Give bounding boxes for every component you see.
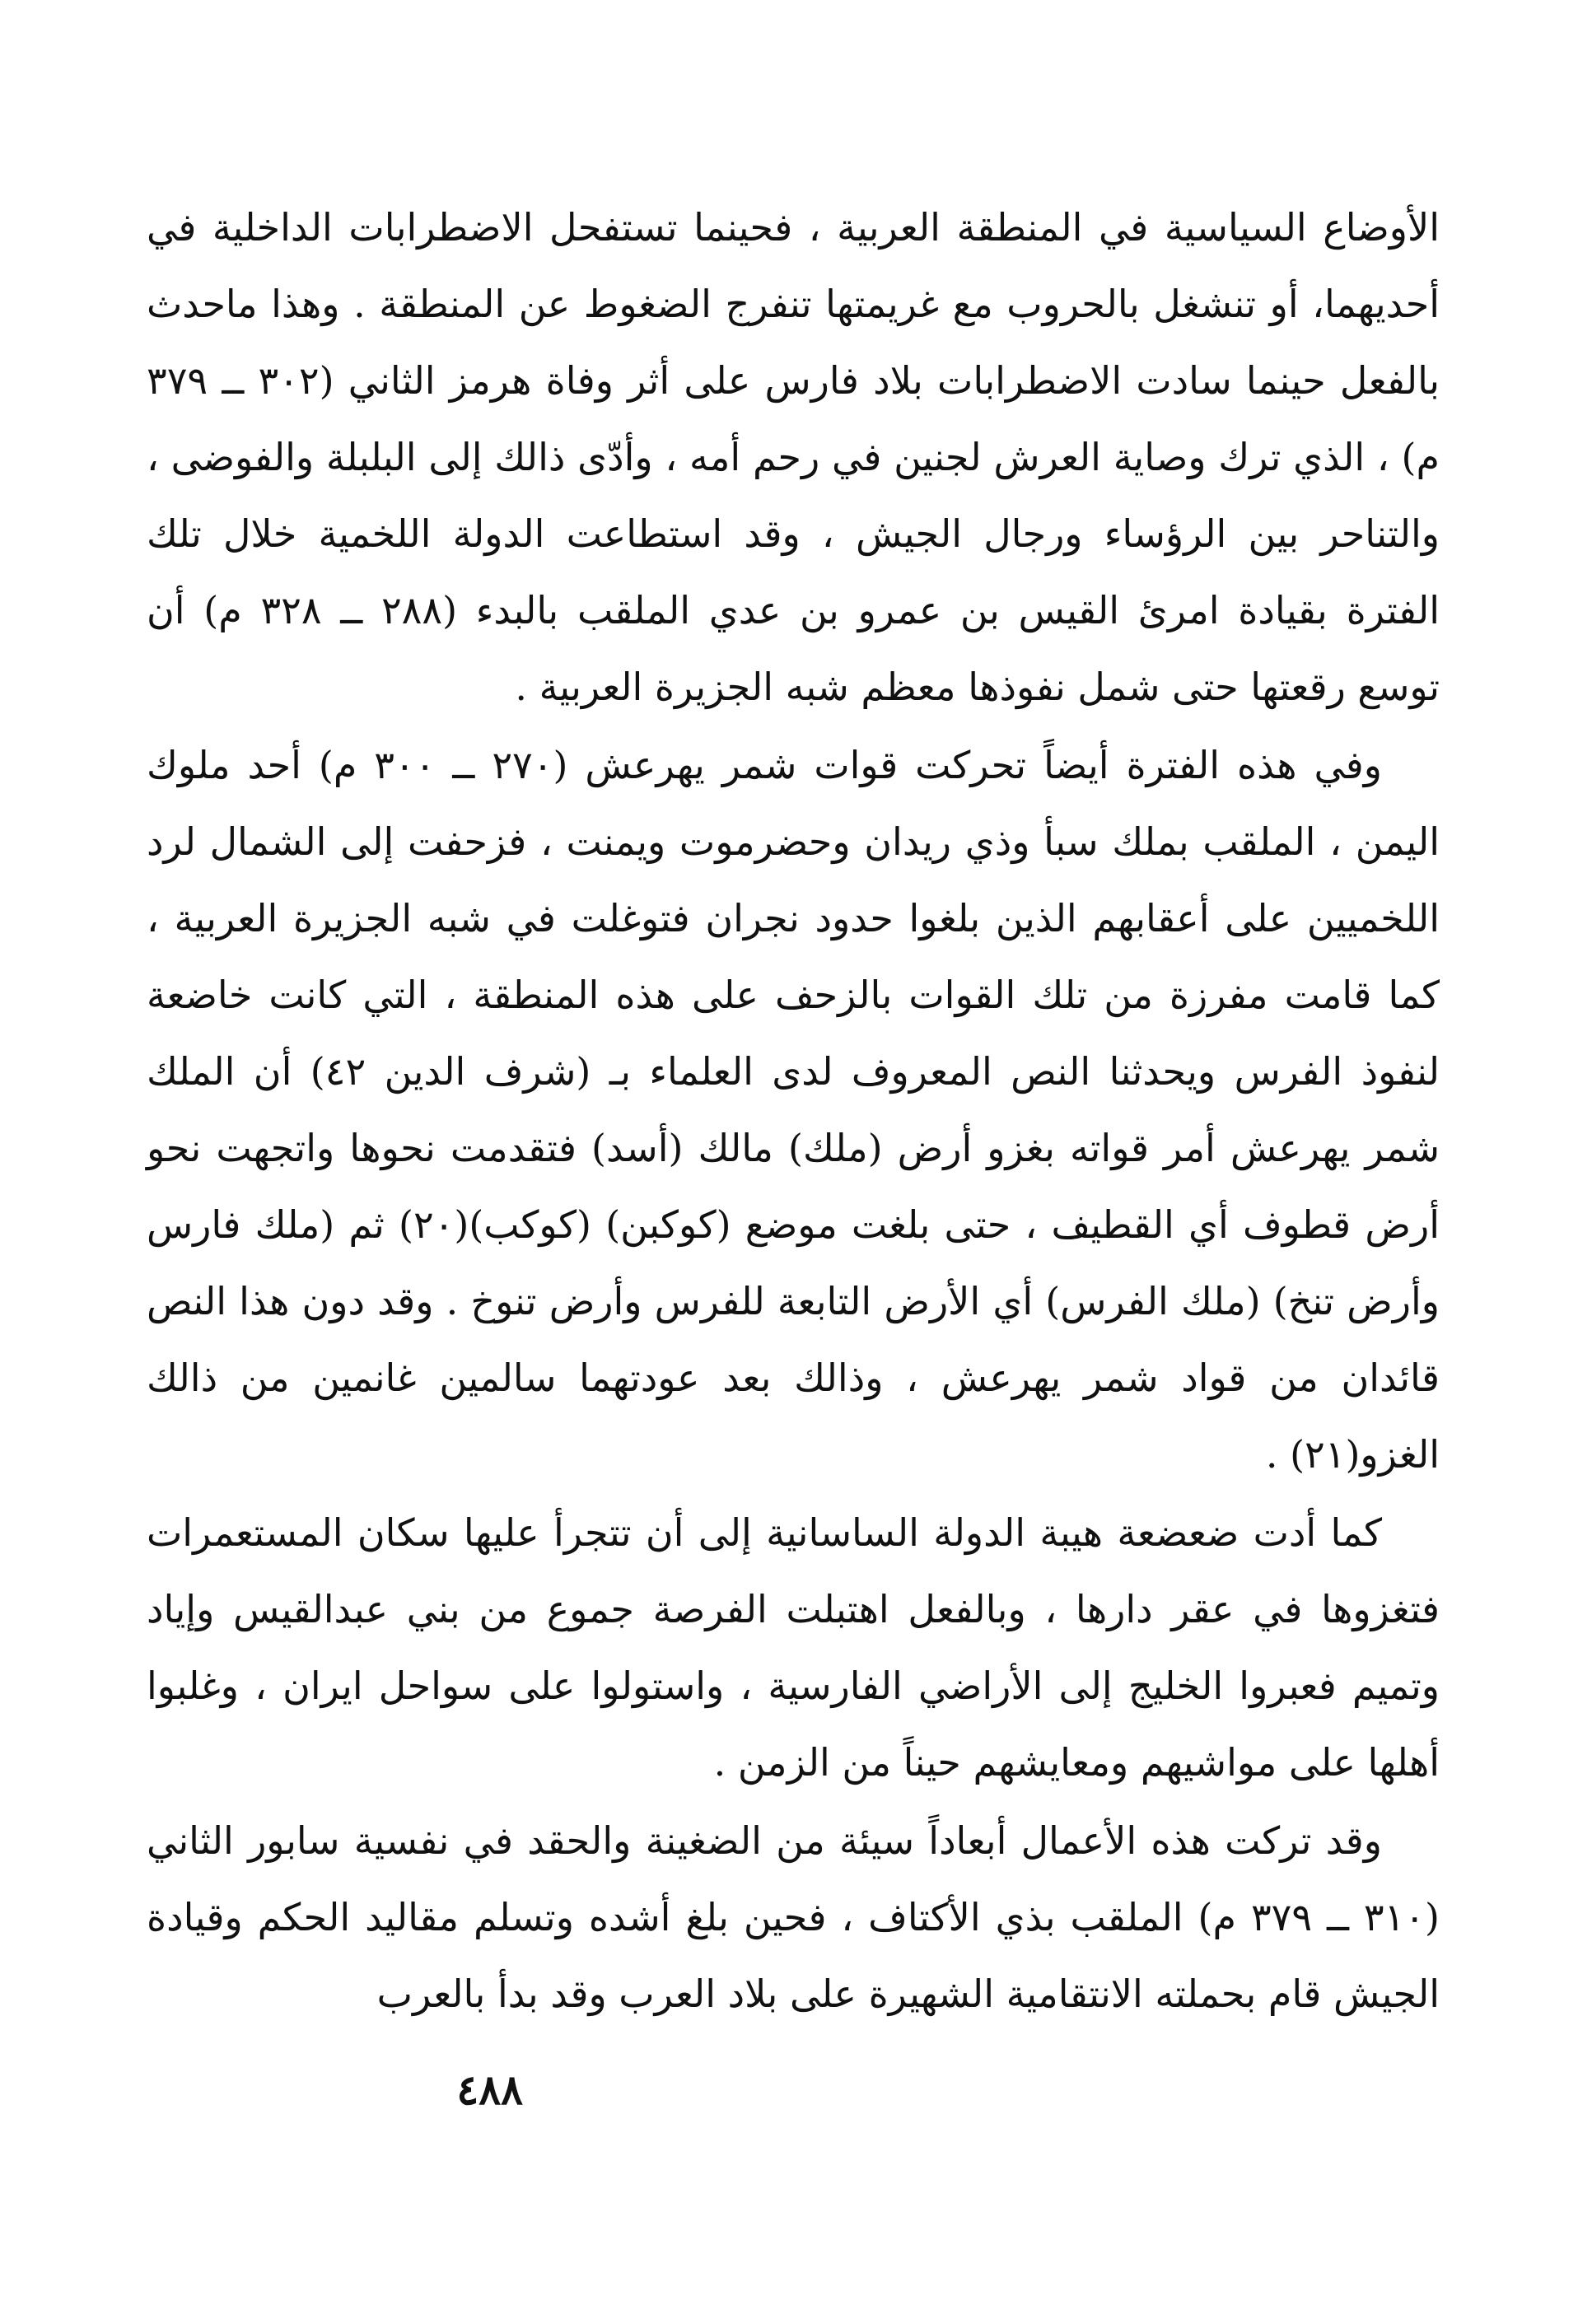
body-text bbox=[147, 189, 1440, 2032]
paragraph-1: الأوضاع السياسية في المنطقة العربية ، فحينما تستفحل الاضطرابات الداخلية في أحديهما، أو تنشغل بالحروب مع غريمتها تنفرج الضغوط عن المنطقة . وهذا ماحدث بالفعل حينما سادت الاضطرابات بلاد فارس على أثر وفاة هرمز الثاني (٣٠٢ ــ ٣٧٩ م) ، الذي ترك وصاية العرش لجنين في رحم أمه ، وأدّى ذالك إلى البلبلة والفوضى ، والتناحر بين الرؤساء ورجال الجيش ، وقد استطاعت الدولة اللخمية خلال تلك الفترة بقيادة امرئ القيس بن عمرو بن عدي الملقب بالبدء (٢٨٨ ــ ٣٢٨ م) أن توسع رقعتها حتى شمل نفوذها معظم شبه الجزيرة العربية . bbox=[147, 205, 1440, 709]
paragraph-2: وفي هذه الفترة أيضاً تحركت قوات شمر يهرعش (٢٧٠ ــ ٣٠٠ م) أحد ملوك اليمن ، الملقب بملك سبأ وذي ريدان وحضرموت ويمنت ، فزحفت إلى الشمال لرد اللخميين على أعقابهم الذين بلغوا حدود نجران فتوغلت في شبه الجزيرة العربية ، كما قامت مفرزة من تلك القوات بالزحف على هذه المنطقة ، التي كانت خاضعة لنفوذ الفرس ويحدثنا النص المعروف لدى العلماء بـ (شرف الدين ٤٢) أن الملك شمر يهرعش أمر قواته بغزو أرض (ملك) مالك (أسد) فتقدمت نحوها واتجهت نحو أرض قطوف أي القطيف ، حتى بلغت موضع (كوكبن) (كوكب)(٢٠) ثم (ملك فارس وأرض تنخ) (ملك الفرس) أي الأرض التابعة للفرس وأرض تنوخ . وقد دون هذا النص قائدان من قواد شمر يهرعش ، وذالك بعد عودتهما سالمين غانمين من ذالك الغزو(٢١) . bbox=[147, 743, 1440, 1477]
paragraph-4: وقد تركت هذه الأعمال أبعاداً سيئة من الضغينة والحقد في نفسية سابور الثاني (٣١٠ ــ ٣٧٩ م) الملقب بذي الأكتاف ، فحين بلغ أشده وتسلم مقاليد الحكم وقيادة الجيش قام بحملته الانتقامية الشهيرة على بلاد العرب وقد بدأ بالعرب bbox=[147, 1818, 1440, 2016]
paragraph-3: كما أدت ضعضعة هيبة الدولة الساسانية إلى أن تتجرأ عليها سكان المستعمرات فتغزوها في عقر دارها ، وبالفعل اهتبلت الفرصة جموع من بني عبدالقيس وإياد وتميم فعبروا الخليج إلى الأراضي الفارسية ، واستولوا على سواحل ايران ، وغلبوا أهلها على مواشيهم ومعايشهم حيناً من الزمن . bbox=[147, 1510, 1440, 1785]
page-number: ٤٨٨ bbox=[456, 2065, 523, 2114]
